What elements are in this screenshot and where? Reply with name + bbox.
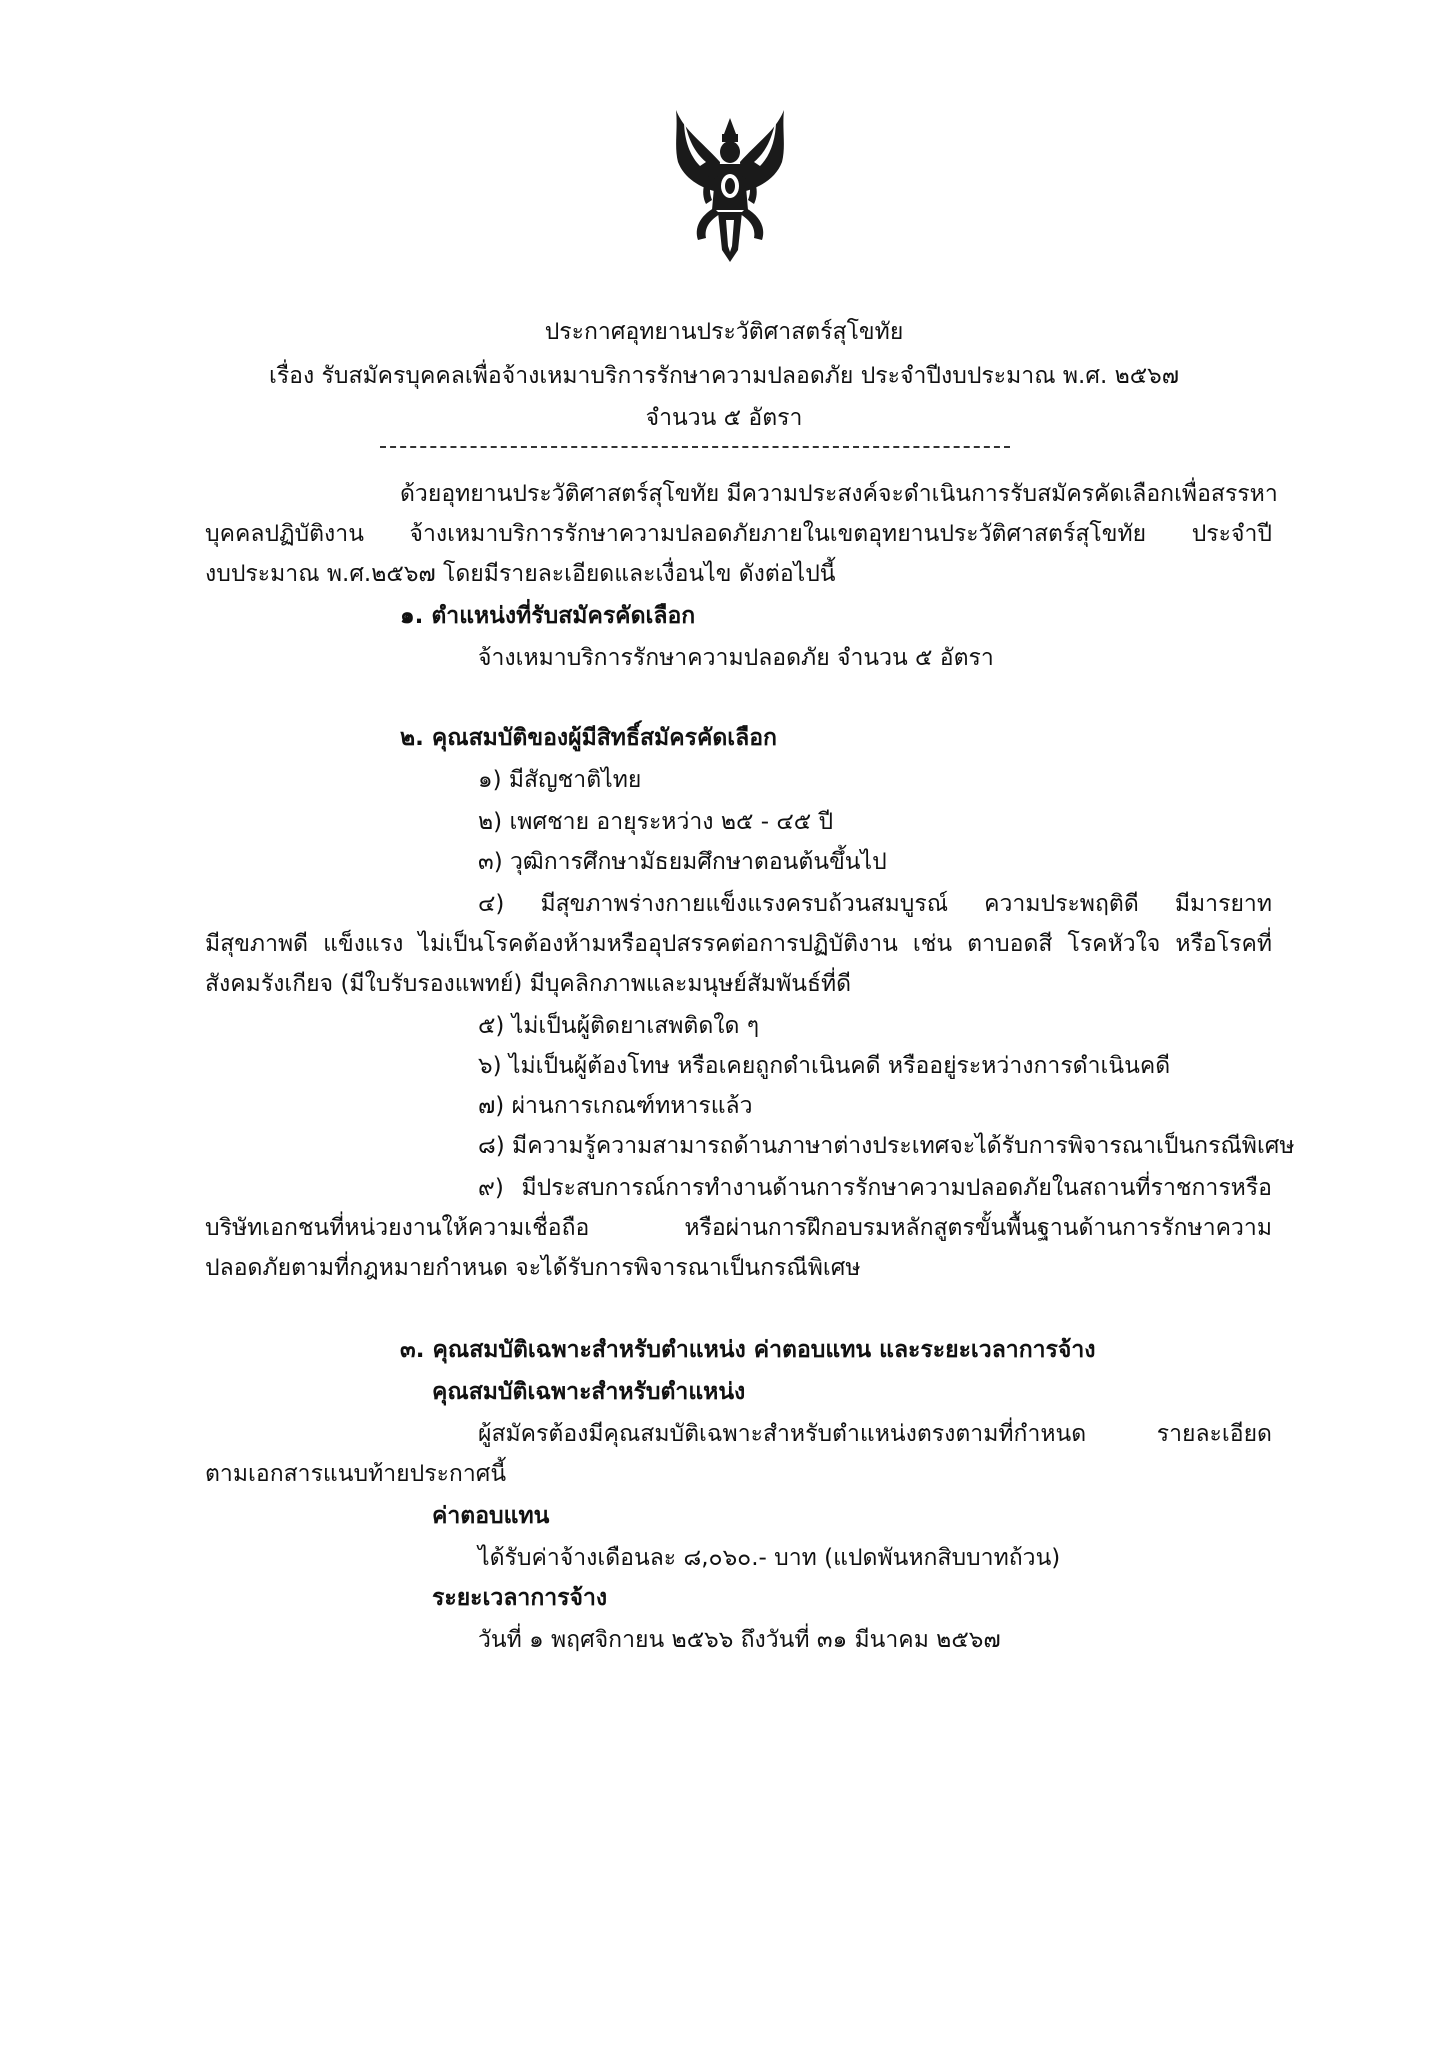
section-1-body: จ้างเหมาบริการรักษาความปลอดภัย จำนวน ๕ อัตรา xyxy=(478,645,994,671)
intro-line-2: บุคคลปฏิบัติงาน จ้างเหมาบริการรักษาความปลอดภัยภายในเขตอุทยานประวัติศาสตร์สุโขทัย ประจำปี xyxy=(205,521,1272,547)
qualification-item-4-line-1: ๔) มีสุขภาพร่างกายแข็งแรงครบถ้วนสมบูรณ์ ความประพฤติดี มีมารยาท xyxy=(478,891,1272,917)
compensation-body: ได้รับค่าจ้างเดือนละ ๘,๐๖๐.- บาท (แปดพันหกสิบบาทถ้วน) xyxy=(478,1545,1061,1571)
employment-period-body: วันที่ ๑ พฤศจิกายน ๒๕๖๖ ถึงวันที่ ๓๑ มีนาคม ๒๕๖๗ xyxy=(478,1627,1001,1653)
compensation-heading: ค่าตอบแทน xyxy=(432,1503,550,1529)
qualification-item-6: ๖) ไม่เป็นผู้ต้องโทษ หรือเคยถูกดำเนินคดี หรืออยู่ระหว่างการดำเนินคดี xyxy=(478,1053,1171,1079)
qualification-item-9-line-3: ปลอดภัยตามที่กฎหมายกำหนด จะได้รับการพิจารณาเป็นกรณีพิเศษ xyxy=(205,1255,861,1281)
announcement-subject: เรื่อง รับสมัครบุคคลเพื่อจ้างเหมาบริการรักษาความปลอดภัย ประจำปีงบประมาณ พ.ศ. ๒๕๖๗ xyxy=(268,363,1180,389)
qualification-item-4-line-2: มีสุขภาพดี แข็งแรง ไม่เป็นโรคต้องห้ามหรืออุปสรรคต่อการปฏิบัติงาน เช่น ตาบอดสี โรคหัวใจ หรือโรคที่ xyxy=(205,931,1272,957)
qualification-item-4-line-3: สังคมรังเกียจ (มีใบรับรองแพทย์) มีบุคลิกภาพและมนุษย์สัมพันธ์ที่ดี xyxy=(205,971,852,997)
qualification-item-8: ๘) มีความรู้ความสามารถด้านภาษาต่างประเทศจะได้รับการพิจารณาเป็นกรณีพิเศษ xyxy=(478,1133,1295,1159)
employment-period-heading: ระยะเวลาการจ้าง xyxy=(432,1585,608,1611)
specific-qualification-heading: คุณสมบัติเฉพาะสำหรับตำแหน่ง xyxy=(432,1379,746,1405)
qualification-item-9-line-2: บริษัทเอกชนที่หน่วยงานให้ความเชื่อถือ หรือผ่านการฝึกอบรมหลักสูตรขั้นพื้นฐานด้านการรักษาความ xyxy=(205,1215,1272,1241)
section-1-title: ๑. ตำแหน่งที่รับสมัครคัดเลือก xyxy=(400,603,696,629)
section-3-title: ๓. คุณสมบัติเฉพาะสำหรับตำแหน่ง ค่าตอบแทน และระยะเวลาการจ้าง xyxy=(400,1337,1096,1363)
intro-line-1: ด้วยอุทยานประวัติศาสตร์สุโขทัย มีความประสงค์จะดำเนินการรับสมัครคัดเลือกเพื่อสรรหา xyxy=(400,481,1278,507)
dashed-divider xyxy=(380,446,1010,448)
qualification-item-2: ๒) เพศชาย อายุระหว่าง ๒๕ - ๔๕ ปี xyxy=(478,809,834,835)
specific-qualification-line-2: ตามเอกสารแนบท้ายประกาศนี้ xyxy=(205,1461,507,1487)
intro-line-3: งบประมาณ พ.ศ.๒๕๖๗ โดยมีรายละเอียดและเงื่อนไข ดังต่อไปนี้ xyxy=(205,561,836,587)
qualification-item-1: ๑) มีสัญชาติไทย xyxy=(478,767,642,793)
announcement-positions: จำนวน ๕ อัตรา xyxy=(645,405,803,431)
announcement-title: ประกาศอุทยานประวัติศาสตร์สุโขทัย xyxy=(544,319,904,345)
qualification-item-3: ๓) วุฒิการศึกษามัธยมศึกษาตอนต้นขึ้นไป xyxy=(478,849,887,875)
garuda-emblem-icon xyxy=(670,100,790,270)
section-2-title: ๒. คุณสมบัติของผู้มีสิทธิ์สมัครคัดเลือก xyxy=(400,725,777,751)
qualification-item-9-line-1: ๙) มีประสบการณ์การทำงานด้านการรักษาความปลอดภัยในสถานที่ราชการหรือ xyxy=(478,1175,1272,1201)
specific-qualification-line-1: ผู้สมัครต้องมีคุณสมบัติเฉพาะสำหรับตำแหน่งตรงตามที่กำหนด รายละเอียด xyxy=(478,1421,1272,1447)
qualification-item-5: ๕) ไม่เป็นผู้ติดยาเสพติดใด ๆ xyxy=(478,1013,760,1039)
qualification-item-7: ๗) ผ่านการเกณฑ์ทหารแล้ว xyxy=(478,1093,753,1119)
